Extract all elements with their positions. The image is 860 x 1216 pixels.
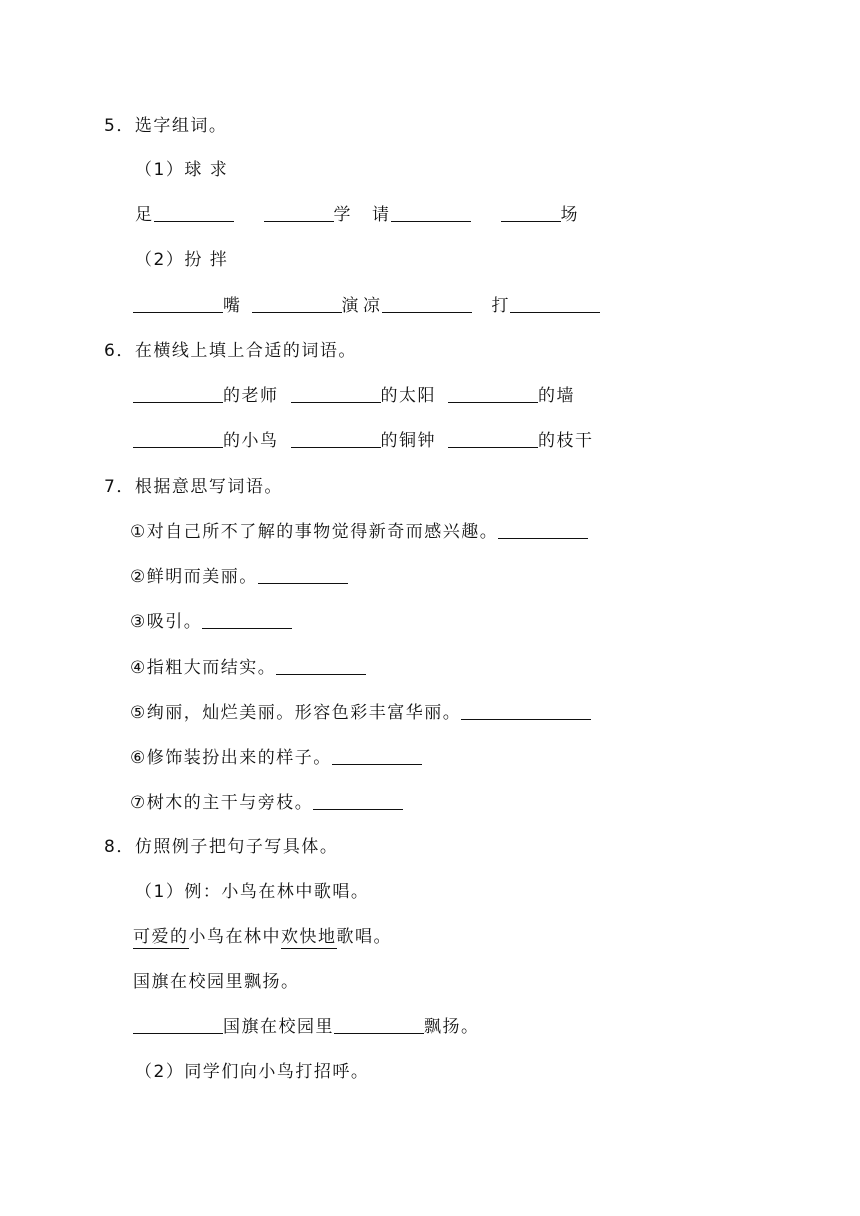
answer-blank[interactable]: [252, 292, 342, 313]
question-7-item: [130, 607, 292, 637]
phrase: 的老师: [223, 386, 279, 406]
word: 演: [341, 296, 360, 316]
question-7-item: [130, 653, 366, 683]
answer-blank[interactable]: [258, 563, 348, 584]
definition: ⑦树木的主干与旁枝。: [130, 793, 314, 813]
question-7-title: 7．根据意思写词语。: [104, 477, 283, 497]
answer-blank[interactable]: [391, 201, 471, 222]
answer-blank[interactable]: [334, 1013, 424, 1034]
word: 嘴: [223, 296, 242, 316]
question-7-item: [130, 517, 588, 547]
word: 足: [135, 205, 154, 225]
phrase: 的太阳: [380, 386, 436, 406]
answer-blank[interactable]: [264, 201, 334, 222]
sentence-text: 歌唱。: [336, 927, 392, 947]
question-8-part-1: （1）例：小鸟在林中歌唱。: [135, 882, 370, 902]
phrase: 的墙: [538, 386, 575, 406]
question-5-part-2-answers: [133, 291, 600, 321]
definition: ⑥修饰装扮出来的样子。: [130, 748, 332, 768]
phrase: 的枝干: [538, 431, 594, 451]
answer-blank[interactable]: [498, 518, 588, 539]
answer-blank[interactable]: [133, 427, 223, 448]
answer-blank[interactable]: [448, 382, 538, 403]
question-5-part-1-answers: [135, 200, 579, 230]
answer-blank[interactable]: [154, 201, 234, 222]
answer-blank[interactable]: [382, 292, 472, 313]
answer-blank[interactable]: [461, 699, 591, 720]
fill-sentence: [133, 1012, 480, 1042]
word: 场: [560, 205, 579, 225]
question-6-row-1: [133, 381, 575, 411]
question-7-item: [130, 698, 591, 728]
definition: ①对自己所不了解的事物觉得新奇而感兴趣。: [130, 522, 499, 542]
question-8-title: 8．仿照例子把句子写具体。: [104, 837, 339, 857]
definition: ③吸引。: [130, 612, 203, 632]
answer-blank[interactable]: [133, 1013, 223, 1034]
answer-blank[interactable]: [501, 201, 561, 222]
answer-blank[interactable]: [276, 654, 366, 675]
phrase: 的小鸟: [223, 431, 279, 451]
underlined-modifier: 可爱的: [133, 927, 189, 947]
question-5-part-2: （2）扮 拌: [135, 250, 229, 270]
word: 请: [372, 205, 391, 225]
question-5-title: 5．选字组词。: [104, 116, 228, 136]
phrase: 的铜钟: [380, 431, 436, 451]
sentence-text: 国旗在校园里: [223, 1017, 334, 1037]
sentence-text: 飘扬。: [424, 1017, 480, 1037]
underlined-modifier: 欢快地: [281, 927, 337, 947]
question-7-item: [130, 788, 403, 818]
word: 学: [333, 205, 352, 225]
answer-blank[interactable]: [448, 427, 538, 448]
word: 打: [491, 296, 510, 316]
definition: ②鲜明而美丽。: [130, 567, 258, 587]
word: 凉: [363, 296, 382, 316]
answer-blank[interactable]: [510, 292, 600, 313]
answer-blank[interactable]: [291, 427, 381, 448]
answer-blank[interactable]: [202, 608, 292, 629]
definition: ④指粗大而结实。: [130, 658, 277, 678]
answer-blank[interactable]: [313, 789, 403, 810]
example-sentence: [133, 922, 392, 952]
answer-blank[interactable]: [133, 292, 223, 313]
definition: ⑤绚丽，灿烂美丽。形容色彩丰富华丽。: [130, 703, 462, 723]
answer-blank[interactable]: [291, 382, 381, 403]
answer-blank[interactable]: [133, 382, 223, 403]
answer-blank[interactable]: [332, 744, 422, 765]
question-6-title: 6．在横线上填上合适的词语。: [104, 341, 357, 361]
question-7-item: [130, 562, 348, 592]
question-7-item: [130, 743, 422, 773]
sentence-text: 小鸟在林中: [188, 927, 281, 947]
question-8-part-2: （2）同学们向小鸟打招呼。: [135, 1062, 370, 1082]
question-5-part-1: （1）球 求: [135, 160, 229, 180]
base-sentence: 国旗在校园里飘扬。: [133, 972, 300, 992]
question-6-row-2: [133, 426, 594, 456]
